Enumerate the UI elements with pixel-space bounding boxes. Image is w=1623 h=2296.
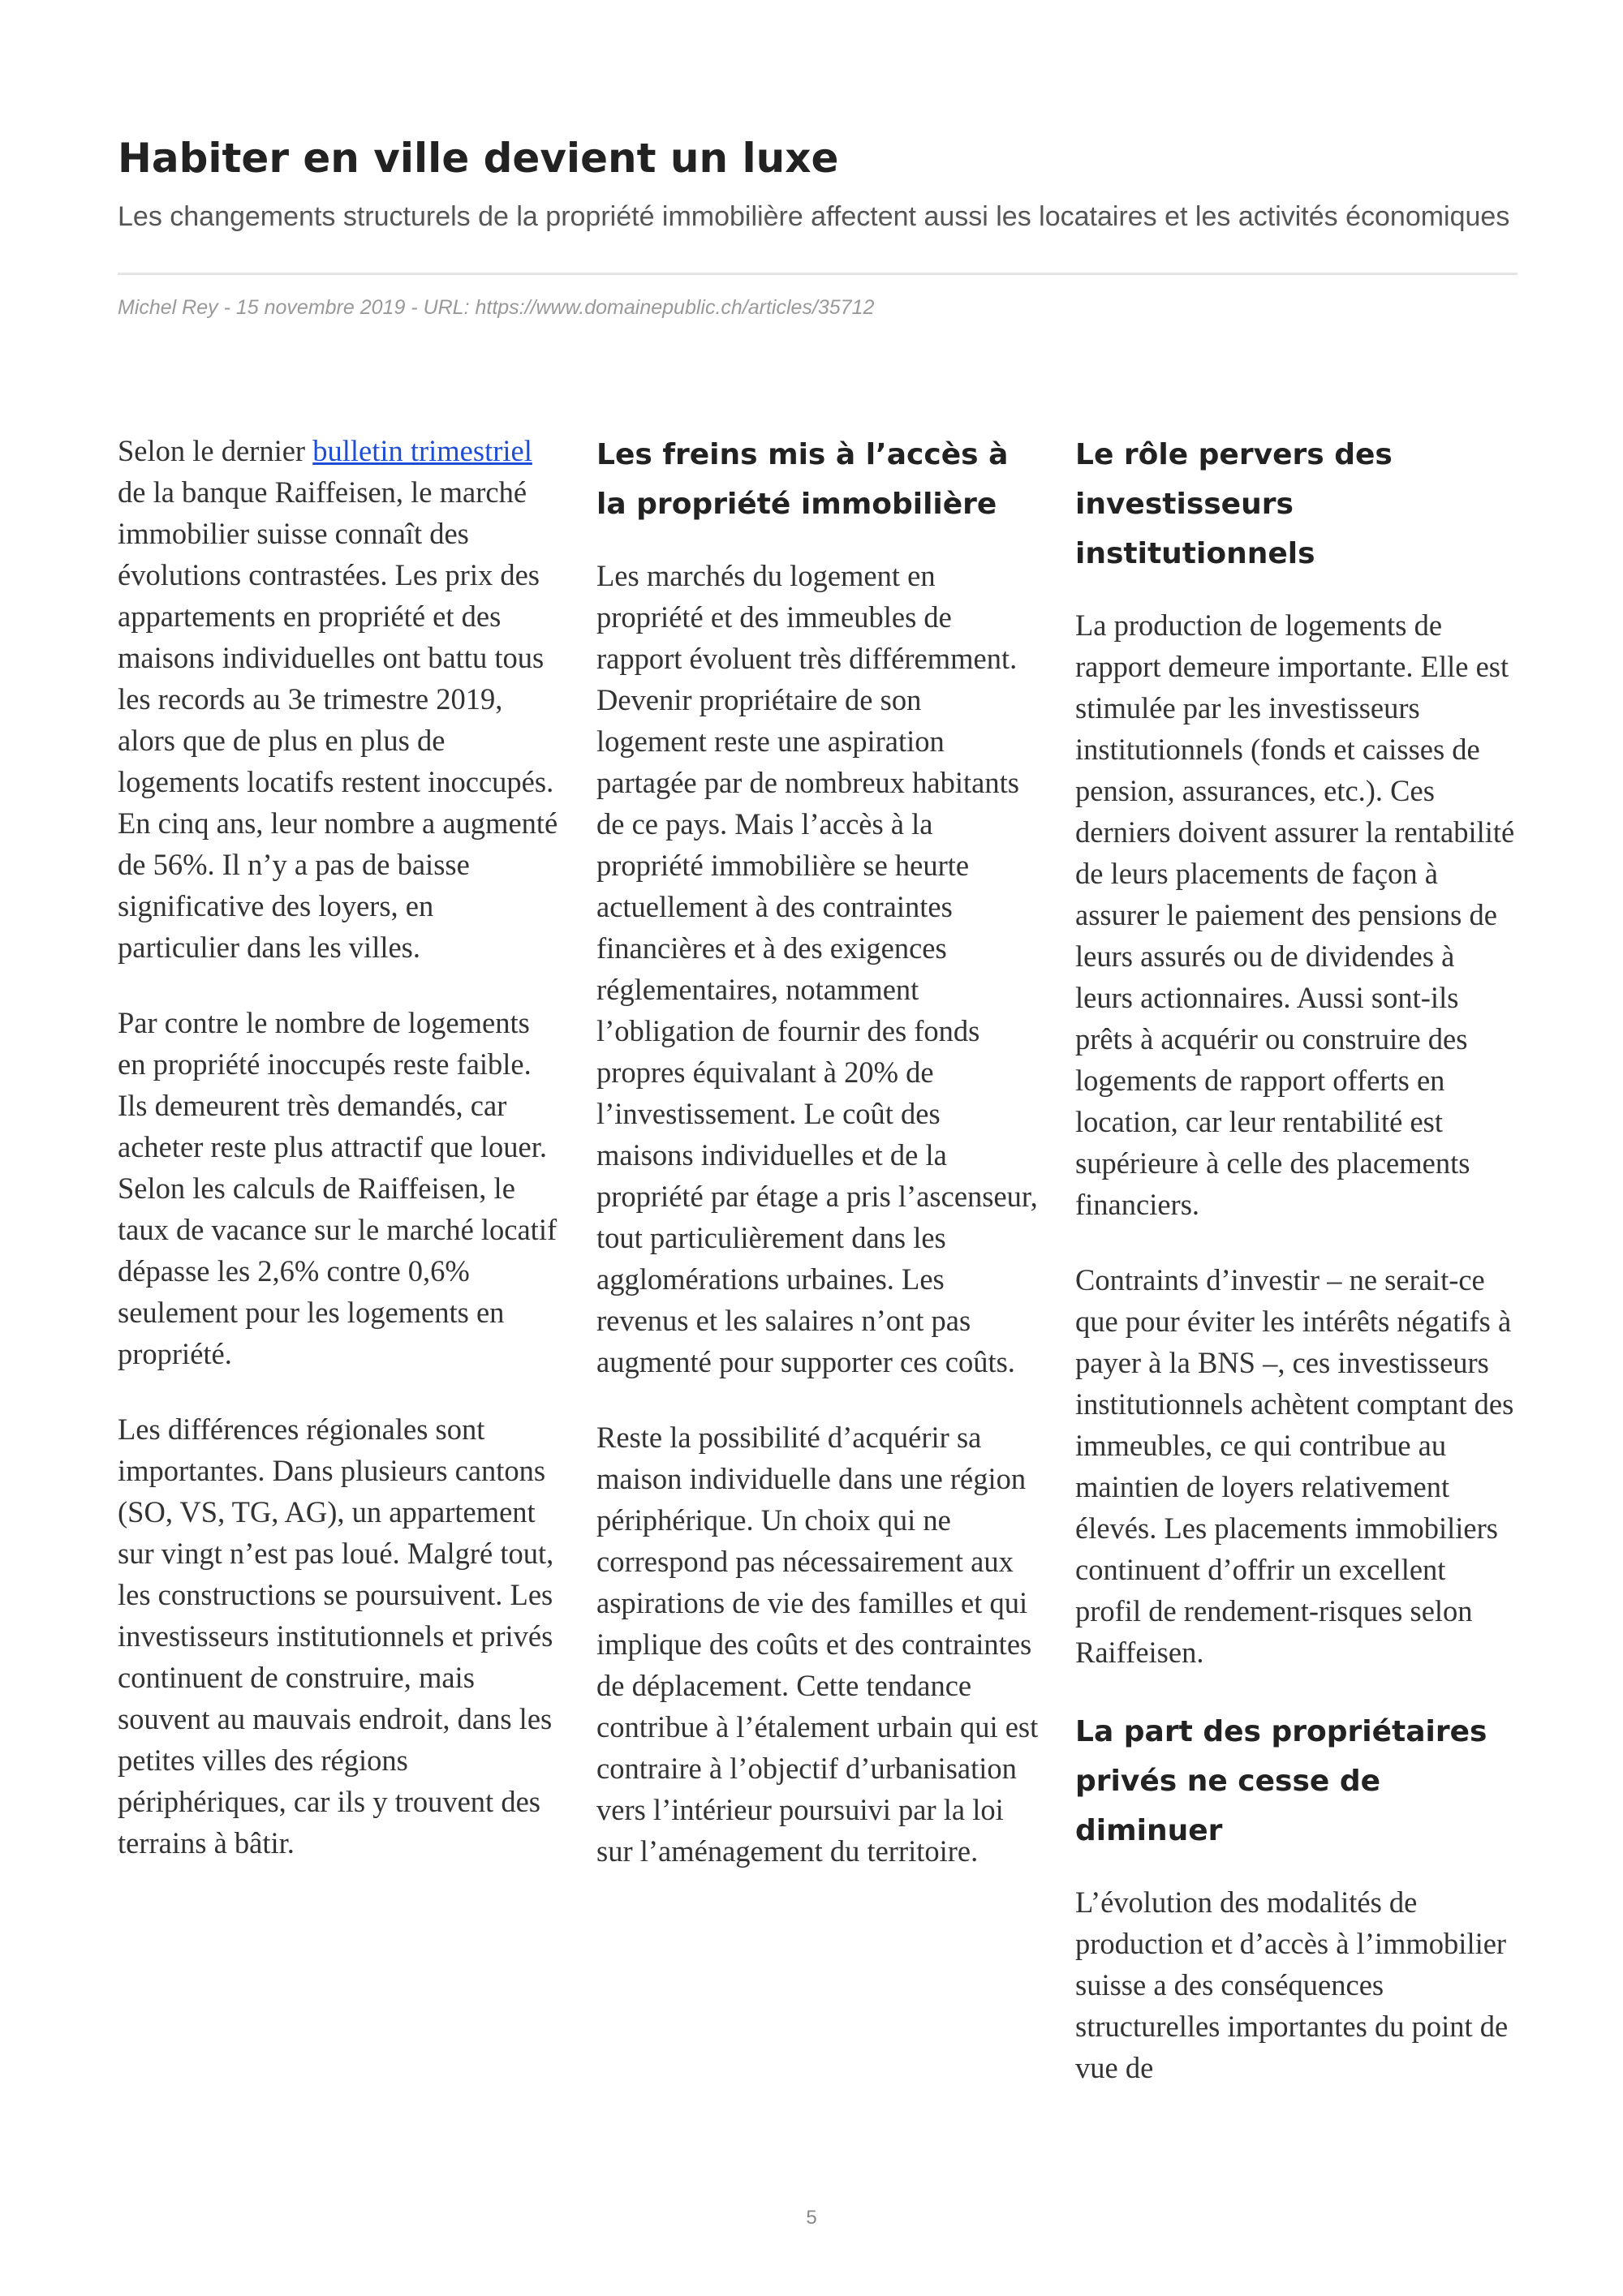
paragraph: Contraints d’investir – ne serait-ce que pour éviter les intérêts négatifs à payer à la BNS –, ces investisseurs institutionnels achètent comptant des immeubles, ce qui contribue au maintien de loyers relativement élevés. Les placements immobiliers continuent d’offrir un excellent profil de rendement-risques selon Raiffeisen. bbox=[1075, 1263, 1514, 1669]
paragraph: La production de logements de rapport demeure importante. Elle est stimulée par les investisseurs institutionnels (fonds et caisses de pension, assurances, etc.). Ces derniers doivent assurer la rentabilité de leurs placements de façon à assurer le paiement des pensions de leurs assurés ou de dividendes à leurs actionnaires. Aussi sont-ils prêts à acquérir ou construire des logements de rapport offerts en location, car leur rentabilité est supérieure à celle des placements financiers. bbox=[1075, 608, 1515, 1221]
article-body bbox=[118, 430, 1518, 2122]
paragraph: Par contre le nombre de logements en propriété inoccupés reste faible. Ils demeurent très demandés, car acheter reste plus attractif que louer. Selon les calculs de Raiffeisen, le taux de vacance sur le marché locatif dépasse les 2,6% contre 0,6% seulement pour les logements en propriété. bbox=[118, 1006, 558, 1370]
column-3 bbox=[1075, 430, 1518, 2122]
paragraph: L’évolution des modalités de production et d’accès à l’immobilier suisse a des conséquences structurelles importantes du point de vue de bbox=[1075, 1885, 1509, 2084]
article-meta: Michel Rey - 15 novembre 2019 - URL: https://www.domainepublic.ch/articles/35712 bbox=[118, 296, 875, 319]
article-title: Habiter en ville devient un luxe bbox=[118, 135, 839, 182]
section-heading: Les freins mis à l’accès à la propriété immobilière bbox=[596, 438, 1009, 521]
page-number: 5 bbox=[806, 2207, 817, 2229]
column-1 bbox=[118, 430, 560, 2122]
paragraph bbox=[118, 430, 560, 968]
paragraph: Reste la possibilité d’acquérir sa maison individuelle dans une région périphérique. Un choix qui ne correspond pas nécessairement aux aspirations de vie des familles et qui implique des coûts et des contraintes de déplacement. Cette tendance contribue à l’étalement urbain qui est contraire à l’objectif d’urbanisation vers l’intérieur poursuivi par la loi sur l’aménagement du territoire. bbox=[596, 1421, 1039, 1868]
bulletin-link[interactable]: bulletin trimestriel bbox=[312, 434, 532, 467]
header-divider bbox=[118, 273, 1518, 275]
section-heading: La part des propriétaires privés ne cesse de diminuer bbox=[1075, 1715, 1487, 1847]
paragraph: Les différences régionales sont importantes. Dans plusieurs cantons (SO, VS, TG, AG), un appartement sur vingt n’est pas loué. Malgré tout, les constructions se poursuivent. Les investisseurs institutionnels et privés continuent de construire, mais souvent au mauvais endroit, dans les petites villes des régions périphériques, car ils y trouvent des terrains à bâtir. bbox=[118, 1412, 554, 1860]
paragraph-text: Selon le dernier bbox=[118, 434, 313, 467]
paragraph: Les marchés du logement en propriété et des immeubles de rapport évoluent très différemment. Devenir propriétaire de son logement reste une aspiration partagée par de nombreux habitants de ce pays. Mais l’accès à la propriété immobilière se heurte actuellement à des contraintes financières et à des exigences réglementaires, notamment l’obligation de fournir des fonds propres équivalant à 20% de l’investissement. Le coût des maisons individuelles et de la propriété par étage a pris l’ascenseur, tout particulièrement dans les agglomérations urbaines. Les revenus et les salaires n’ont pas augmenté pour supporter ces coûts. bbox=[596, 559, 1038, 1378]
article-subtitle: Les changements structurels de la propriété immobilière affectent aussi les locataires et les activités économiques bbox=[118, 201, 1510, 232]
section-heading: Le rôle pervers des investisseurs institutionnels bbox=[1075, 438, 1393, 570]
article-page bbox=[118, 130, 1518, 2084]
column-2 bbox=[596, 430, 1039, 2122]
paragraph-text: de la banque Raiffeisen, le marché immobilier suisse connaît des évolutions contrastées. Les prix des appartements en propriété et des maisons individuelles ont battu tous les records au 3e trimestre 2019, alors que de plus en plus de logements locatifs restent inoccupés. En cinq ans, leur nombre a augmenté de 56%. Il n’y a pas de baisse significative des loyers, en particulier dans les villes. bbox=[118, 475, 558, 964]
